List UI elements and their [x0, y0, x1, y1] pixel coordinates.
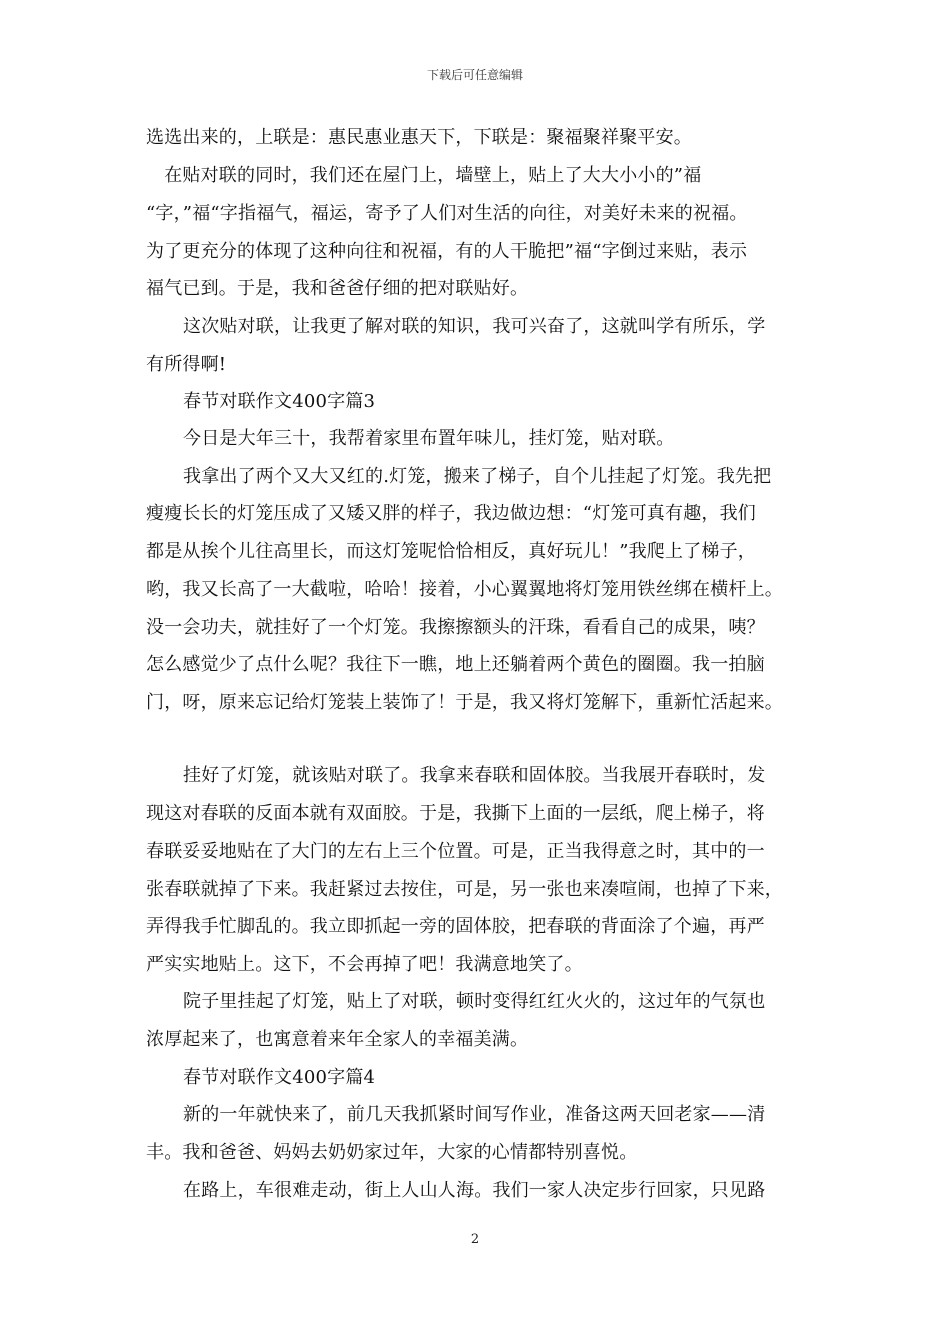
- text-line: 瘦瘦长长的灯笼压成了又矮又胖的样子，我边做边想：“灯笼可真有趣，我们: [146, 503, 756, 524]
- text-line: 为了更充分的体现了这种向往和祝福，有的人干脆把”福“字倒过来贴，表示: [146, 241, 748, 262]
- text-line: 春联妥妥地贴在了大门的左右上三个位置。可是，正当我得意之时，其中的一: [146, 841, 765, 862]
- text-line: 今日是大年三十，我帮着家里布置年味儿，挂灯笼，贴对联。: [183, 428, 675, 449]
- text-line: 院子里挂起了灯笼，贴上了对联，顿时变得红红火火的，这过年的气氛也: [183, 991, 766, 1012]
- text-line: 门，呀，原来忘记给灯笼装上装饰了！于是，我又将灯笼解下，重新忙活起来。: [146, 692, 783, 713]
- text-line: 在路上，车很难走动，街上人山人海。我们一家人决定步行回家，只见路: [183, 1180, 766, 1201]
- text-line: “字，”福“字指福气，福运，寄予了人们对生活的向往，对美好未来的祝福。: [146, 203, 748, 224]
- text-line: 浓厚起来了，也寓意着来年全家人的幸福美满。: [146, 1029, 529, 1050]
- text-line: 没一会功夫，就挂好了一个灯笼。我擦擦额头的汗珠，看看自己的成果，咦？: [146, 617, 765, 638]
- text-line: 在贴对联的同时，我们还在屋门上，墙壁上，贴上了大大小小的”福: [146, 165, 702, 186]
- text-line: 福气已到。于是，我和爸爸仔细的把对联贴好。: [146, 278, 529, 299]
- text-line: 都是从挨个儿往高里长，而这灯笼呢恰恰相反，真好玩儿！”我爬上了梯子，: [146, 541, 756, 562]
- text-line: 有所得啊!: [146, 354, 227, 375]
- section-heading: 春节对联作文400字篇4: [183, 1067, 376, 1088]
- text-line: 新的一年就快来了，前几天我抓紧时间写作业，准备这两天回老家——清: [183, 1104, 766, 1125]
- text-line: 挂好了灯笼，就该贴对联了。我拿来春联和固体胶。当我展开春联时，发: [183, 765, 766, 786]
- text-line: 丰。我和爸爸、妈妈去奶奶家过年，大家的心情都特别喜悦。: [146, 1142, 638, 1163]
- text-line: 怎么感觉少了点什么呢？我往下一瞧，地上还躺着两个黄色的圈圈。我一拍脑: [146, 654, 765, 675]
- text-line: 弄得我手忙脚乱的。我立即抓起一旁的固体胶，把春联的背面涂了个遍，再严: [146, 916, 765, 937]
- text-line: 哟，我又长高了一大截啦，哈哈！接着，小心翼翼地将灯笼用铁丝绑在横杆上。: [146, 579, 783, 600]
- page-header: 下载后可任意编辑: [426, 68, 523, 82]
- text-line: 这次贴对联，让我更了解对联的知识，我可兴奋了，这就叫学有所乐，学: [183, 316, 766, 337]
- text-line: 选选出来的，上联是：惠民惠业惠天下，下联是：聚福聚祥聚平安。: [146, 127, 692, 148]
- page-number: 2: [470, 1232, 480, 1247]
- text-line: 张春联就掉了下来。我赶紧过去按住，可是，另一张也来凑喧闹，也掉了下来，: [146, 879, 783, 900]
- text-line: 严实实地贴上。这下，不会再掉了吧！我满意地笑了。: [146, 954, 583, 975]
- section-heading: 春节对联作文400字篇3: [183, 391, 376, 412]
- text-line: 我拿出了两个又大又红的.灯笼，搬来了梯子，自个儿挂起了灯笼。我先把: [183, 466, 772, 487]
- text-line: 现这对春联的反面本就有双面胶。于是，我撕下上面的一层纸，爬上梯子，将: [146, 803, 765, 824]
